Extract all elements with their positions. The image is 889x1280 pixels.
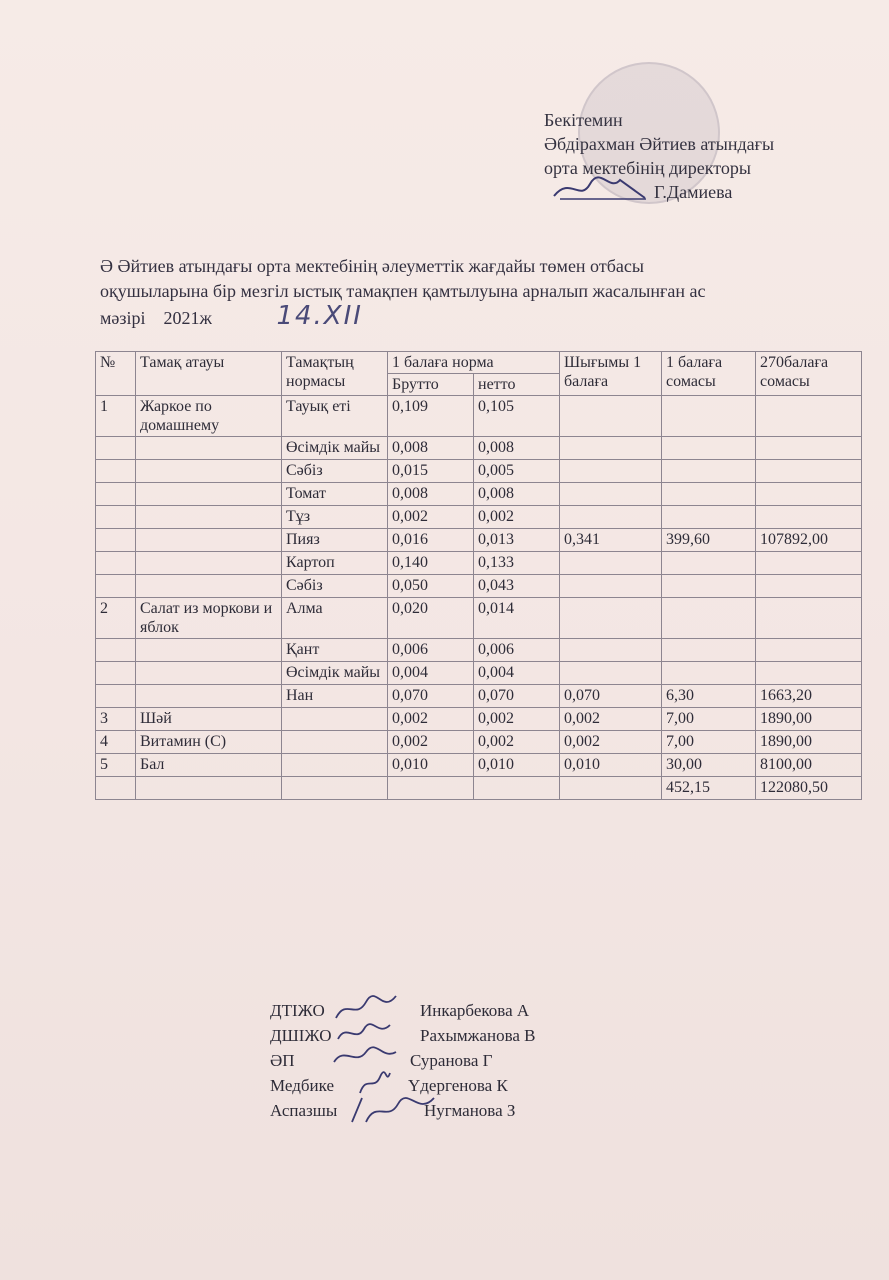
cell-ingredient: Алма xyxy=(282,598,388,639)
cell-brutto: 0,140 xyxy=(388,552,474,575)
cell-brutto: 0,070 xyxy=(388,685,474,708)
cell-num xyxy=(96,529,136,552)
cell-output xyxy=(560,777,662,800)
table-row xyxy=(96,754,862,777)
cell-brutto: 0,004 xyxy=(388,662,474,685)
cell-num xyxy=(96,575,136,598)
cell-sum-1: 6,30 xyxy=(662,685,756,708)
table-row xyxy=(96,529,862,552)
cell-sum-1 xyxy=(662,575,756,598)
cell-food: Витамин (С) xyxy=(136,731,282,754)
cell-food: Салат из моркови и яблок xyxy=(136,598,282,639)
signature-person: Нугманова З xyxy=(424,1101,516,1120)
table-row xyxy=(96,506,862,529)
table-row xyxy=(96,396,862,437)
cell-netto: 0,002 xyxy=(474,731,560,754)
cell-food xyxy=(136,777,282,800)
cell-output xyxy=(560,396,662,437)
cell-sum-270: 8100,00 xyxy=(756,754,862,777)
table-row xyxy=(96,685,862,708)
header-netto: нетто xyxy=(474,374,560,396)
signature-row xyxy=(270,1098,610,1123)
cell-ingredient xyxy=(282,731,388,754)
cell-num xyxy=(96,552,136,575)
approval-line-2: Әбдірахман Әйтиев атындағы xyxy=(544,134,775,154)
cell-ingredient xyxy=(282,777,388,800)
director-name: Г.Дамиева xyxy=(654,182,733,202)
table-row xyxy=(96,662,862,685)
approval-line-3: орта мектебінің директоры xyxy=(544,158,752,178)
cell-num: 2 xyxy=(96,598,136,639)
cell-sum-270 xyxy=(756,598,862,639)
table-row xyxy=(96,483,862,506)
table-row xyxy=(96,639,862,662)
cell-food xyxy=(136,529,282,552)
cell-sum-270 xyxy=(756,506,862,529)
cell-output xyxy=(560,552,662,575)
handwritten-date: 14.XII xyxy=(276,301,363,331)
header-per-child: 1 балаға норма xyxy=(388,352,560,374)
cell-netto xyxy=(474,777,560,800)
signature-person: Инкарбекова А xyxy=(420,1001,530,1020)
cell-food xyxy=(136,460,282,483)
signature-person: Рахымжанова В xyxy=(420,1026,536,1045)
cell-brutto xyxy=(388,777,474,800)
director-signature-line xyxy=(544,180,864,204)
cell-sum-1: 399,60 xyxy=(662,529,756,552)
cell-sum-1: 7,00 xyxy=(662,708,756,731)
cell-brutto: 0,002 xyxy=(388,731,474,754)
cell-sum-270: 107892,00 xyxy=(756,529,862,552)
cell-ingredient xyxy=(282,754,388,777)
menu-table xyxy=(95,351,862,800)
cell-brutto: 0,002 xyxy=(388,506,474,529)
cell-netto: 0,006 xyxy=(474,639,560,662)
header-sum-1: 1 балаға сомасы xyxy=(662,352,756,396)
cell-netto: 0,070 xyxy=(474,685,560,708)
signature-role: ДШІЖО xyxy=(270,1026,332,1045)
cell-ingredient: Тауық еті xyxy=(282,396,388,437)
header-num: № xyxy=(96,352,136,396)
cell-ingredient: Сәбіз xyxy=(282,575,388,598)
table-row xyxy=(96,575,862,598)
signature-row xyxy=(270,1023,610,1048)
cell-output: 0,010 xyxy=(560,754,662,777)
cell-food xyxy=(136,552,282,575)
title-line-2: оқушыларына бір мезгіл ыстық тамақпен қамтылуына арналып жасалынған ас xyxy=(100,281,706,301)
cell-sum-270 xyxy=(756,460,862,483)
table-row xyxy=(96,708,862,731)
director-signature xyxy=(550,172,650,204)
cell-food: Жаркое по домашнему xyxy=(136,396,282,437)
cell-sum-270 xyxy=(756,483,862,506)
cell-sum-270 xyxy=(756,575,862,598)
cell-output xyxy=(560,437,662,460)
cell-num xyxy=(96,662,136,685)
cell-num: 5 xyxy=(96,754,136,777)
signature-role: ӘП xyxy=(270,1051,295,1070)
signature-person: Суранова Г xyxy=(410,1051,493,1070)
cell-sum-1: 7,00 xyxy=(662,731,756,754)
cell-output: 0,070 xyxy=(560,685,662,708)
cell-sum-1 xyxy=(662,506,756,529)
cell-num xyxy=(96,685,136,708)
cell-netto: 0,014 xyxy=(474,598,560,639)
total-row xyxy=(96,777,862,800)
cell-brutto: 0,050 xyxy=(388,575,474,598)
cell-num xyxy=(96,506,136,529)
cell-brutto: 0,008 xyxy=(388,483,474,506)
cell-netto: 0,008 xyxy=(474,437,560,460)
table-row xyxy=(96,598,862,639)
cell-ingredient: Өсімдік майы xyxy=(282,662,388,685)
cell-brutto: 0,016 xyxy=(388,529,474,552)
cell-sum-1 xyxy=(662,662,756,685)
document-title xyxy=(100,254,840,331)
cell-netto: 0,002 xyxy=(474,506,560,529)
cell-brutto: 0,008 xyxy=(388,437,474,460)
cell-netto: 0,133 xyxy=(474,552,560,575)
cell-ingredient: Өсімдік майы xyxy=(282,437,388,460)
approval-line-1: Бекітемин xyxy=(544,110,623,130)
title-line-3: мәзірі xyxy=(100,308,146,328)
cell-ingredient: Нан xyxy=(282,685,388,708)
cell-brutto: 0,006 xyxy=(388,639,474,662)
table-row xyxy=(96,731,862,754)
signatures-block xyxy=(270,998,610,1123)
cell-output xyxy=(560,639,662,662)
cell-sum-270 xyxy=(756,437,862,460)
cell-sum-1 xyxy=(662,396,756,437)
cell-netto: 0,105 xyxy=(474,396,560,437)
cell-ingredient: Тұз xyxy=(282,506,388,529)
title-year: 2021ж xyxy=(163,308,212,328)
cell-food xyxy=(136,506,282,529)
header-sum-270: 270балаға сомасы xyxy=(756,352,862,396)
signature-role: Медбике xyxy=(270,1076,334,1095)
cell-brutto: 0,020 xyxy=(388,598,474,639)
cell-ingredient xyxy=(282,708,388,731)
cell-food xyxy=(136,639,282,662)
signature-role: Аспазшы xyxy=(270,1101,338,1120)
header-output: Шығымы 1 балаға xyxy=(560,352,662,396)
cell-netto: 0,004 xyxy=(474,662,560,685)
cell-ingredient: Қант xyxy=(282,639,388,662)
cell-sum-1 xyxy=(662,598,756,639)
header-brutto: Брутто xyxy=(388,374,474,396)
cell-sum-1: 30,00 xyxy=(662,754,756,777)
cell-food: Бал xyxy=(136,754,282,777)
cell-num: 4 xyxy=(96,731,136,754)
cell-output xyxy=(560,598,662,639)
cell-output xyxy=(560,575,662,598)
cell-netto: 0,013 xyxy=(474,529,560,552)
total-sum-1: 452,15 xyxy=(662,777,756,800)
cell-netto: 0,010 xyxy=(474,754,560,777)
header-norm: Тамақтың нормасы xyxy=(282,352,388,396)
cell-food xyxy=(136,662,282,685)
cell-food xyxy=(136,685,282,708)
cell-sum-270 xyxy=(756,639,862,662)
cell-num xyxy=(96,483,136,506)
cell-num xyxy=(96,639,136,662)
cell-ingredient: Сәбіз xyxy=(282,460,388,483)
cell-sum-1 xyxy=(662,552,756,575)
signature-row xyxy=(270,998,610,1023)
cell-food: Шәй xyxy=(136,708,282,731)
cell-sum-1 xyxy=(662,460,756,483)
header-food: Тамақ атауы xyxy=(136,352,282,396)
cell-netto: 0,002 xyxy=(474,708,560,731)
header-row-1 xyxy=(96,352,862,374)
signature-row xyxy=(270,1048,610,1073)
cell-food xyxy=(136,483,282,506)
cell-num xyxy=(96,777,136,800)
cell-num: 3 xyxy=(96,708,136,731)
signature-person: Үдергенова К xyxy=(408,1076,508,1095)
approval-block xyxy=(544,108,864,204)
cell-sum-1 xyxy=(662,437,756,460)
table-row xyxy=(96,460,862,483)
cell-output: 0,341 xyxy=(560,529,662,552)
cell-netto: 0,005 xyxy=(474,460,560,483)
cell-output xyxy=(560,506,662,529)
cell-netto: 0,008 xyxy=(474,483,560,506)
cell-food xyxy=(136,437,282,460)
cell-sum-270: 1890,00 xyxy=(756,708,862,731)
cell-output: 0,002 xyxy=(560,731,662,754)
cell-sum-1 xyxy=(662,483,756,506)
cell-netto: 0,043 xyxy=(474,575,560,598)
cell-ingredient: Томат xyxy=(282,483,388,506)
cell-food xyxy=(136,575,282,598)
total-sum-270: 122080,50 xyxy=(756,777,862,800)
cell-ingredient: Картоп xyxy=(282,552,388,575)
cell-brutto: 0,015 xyxy=(388,460,474,483)
cell-output xyxy=(560,662,662,685)
cell-output: 0,002 xyxy=(560,708,662,731)
cell-output xyxy=(560,483,662,506)
table-row xyxy=(96,437,862,460)
cell-output xyxy=(560,460,662,483)
cell-ingredient: Пияз xyxy=(282,529,388,552)
signature-role: ДТІЖО xyxy=(270,1001,325,1020)
cell-num: 1 xyxy=(96,396,136,437)
signature-row xyxy=(270,1073,610,1098)
cell-sum-1 xyxy=(662,639,756,662)
cell-num xyxy=(96,437,136,460)
cell-brutto: 0,109 xyxy=(388,396,474,437)
cell-num xyxy=(96,460,136,483)
title-line-1: Ә Әйтиев атындағы орта мектебінің әлеуметтік жағдайы төмен отбасы xyxy=(100,256,644,276)
cell-brutto: 0,002 xyxy=(388,708,474,731)
cell-sum-270 xyxy=(756,662,862,685)
cell-sum-270: 1663,20 xyxy=(756,685,862,708)
cell-sum-270: 1890,00 xyxy=(756,731,862,754)
cell-sum-270 xyxy=(756,552,862,575)
cell-sum-270 xyxy=(756,396,862,437)
table-row xyxy=(96,552,862,575)
cell-brutto: 0,010 xyxy=(388,754,474,777)
